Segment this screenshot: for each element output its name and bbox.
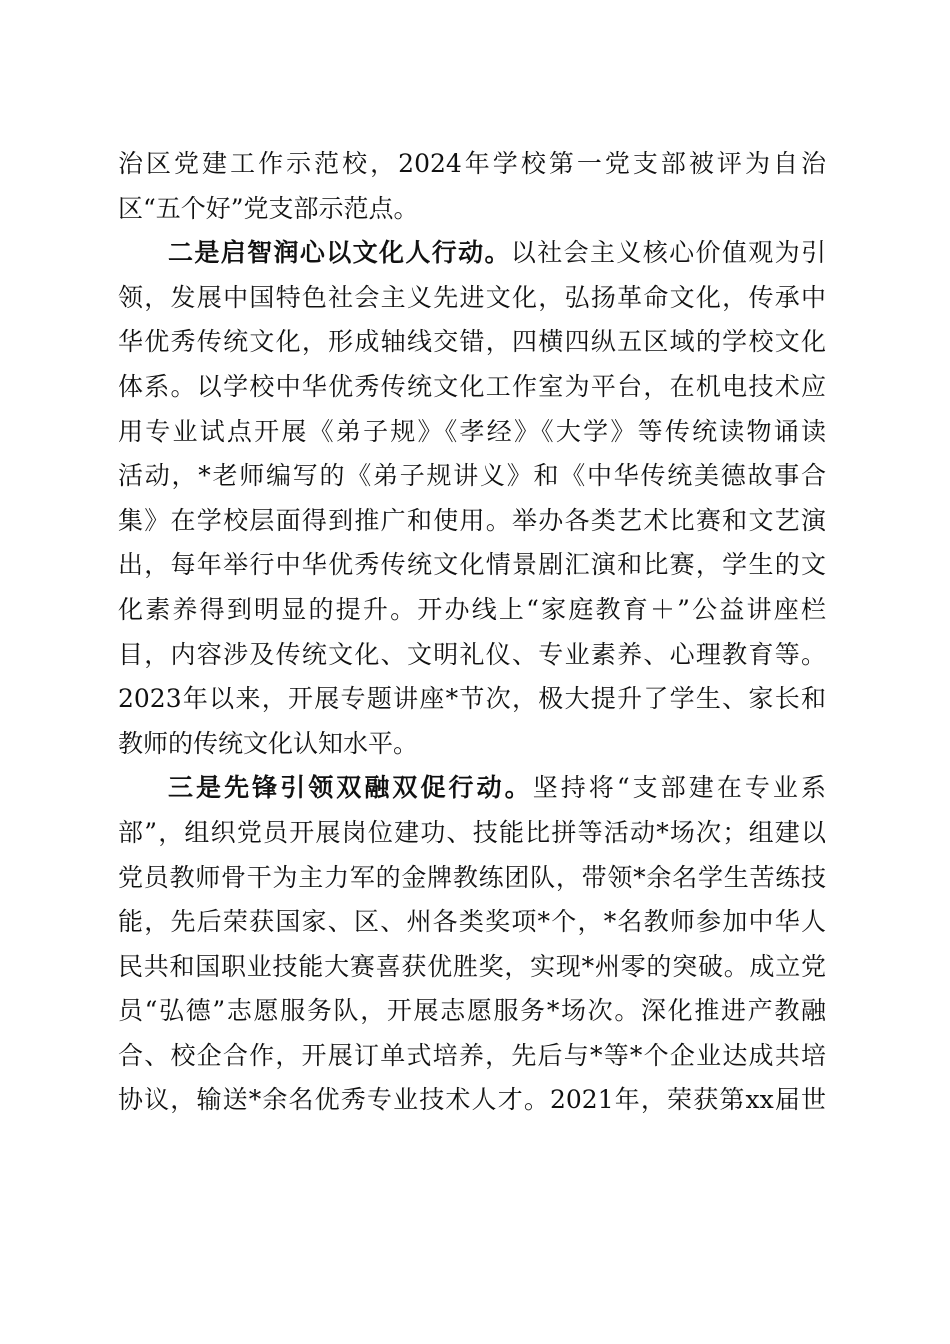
text-line: 领，发展中国特色社会主义先进文化，弘扬革命文化，传承中 <box>118 282 826 312</box>
text-segment: 以社会主义核心价值观为引 <box>510 238 826 268</box>
paragraph-first-line <box>118 231 826 276</box>
text-line: 化素养得到明显的提升。开办线上“家庭教育＋”公益讲座栏 <box>118 594 826 624</box>
paragraph-1 <box>118 142 826 231</box>
text-line: 华优秀传统文化，形成轴线交错，四横四纵五区域的学校文化 <box>118 327 826 357</box>
text-line: 能，先后荣获国家、区、州各类奖项*个，*名教师参加中华人 <box>118 907 826 937</box>
text-line: 党员教师骨干为主力军的金牌教练团队，带领*余名学生苦练技 <box>118 862 826 892</box>
text-line: 部”，组织党员开展岗位建功、技能比拼等活动*场次；组建以 <box>118 817 826 847</box>
text-segment: 坚持将“支部建在专业系 <box>532 773 826 803</box>
text-line: 用专业试点开展《弟子规》《孝经》《大学》等传统读物诵读 <box>118 416 826 446</box>
text-line: 目，内容涉及传统文化、文明礼仪、专业素养、心理教育等。 <box>118 639 826 669</box>
text-line: 体系。以学校中华优秀传统文化工作室为平台，在机电技术应 <box>118 371 826 401</box>
paragraph-lead-heading: 三是先锋引领双融双促行动。 <box>168 773 533 803</box>
paragraph-first-line <box>118 766 826 811</box>
text-line: 治区党建工作示范校，2024年学校第一党支部被评为自治 <box>118 149 826 178</box>
paragraph-lead-heading: 二是启智润心以文化人行动。 <box>168 238 511 268</box>
text-line: 员“弘德”志愿服务队，开展志愿服务*场次。深化推进产教融 <box>118 996 826 1026</box>
text-line: 活动，*老师编写的《弟子规讲义》和《中华传统美德故事合 <box>118 461 826 491</box>
text-line: 出，每年举行中华优秀传统文化情景剧汇演和比赛，学生的文 <box>118 550 826 580</box>
text-line: 2023年以来，开展专题讲座*节次，极大提升了学生、家长和 <box>118 684 826 714</box>
text-line: 民共和国职业技能大赛喜获优胜奖，实现*州零的突破。成立党 <box>118 951 826 981</box>
text-line: 合、校企合作，开展订单式培养，先后与*等*个企业达成共培 <box>118 1040 826 1070</box>
text-line: 教师的传统文化认知水平。 <box>118 728 419 758</box>
text-line: 区“五个好”党支部示范点。 <box>118 193 419 223</box>
text-line: 协议，输送*余名优秀专业技术人才。2021年，荣获第xx届世 <box>118 1085 826 1115</box>
paragraph-3 <box>118 766 826 1123</box>
paragraph-2 <box>118 231 826 766</box>
document-body <box>118 142 826 1123</box>
text-line: 集》在学校层面得到推广和使用。举办各类艺术比赛和文艺演 <box>118 505 826 535</box>
